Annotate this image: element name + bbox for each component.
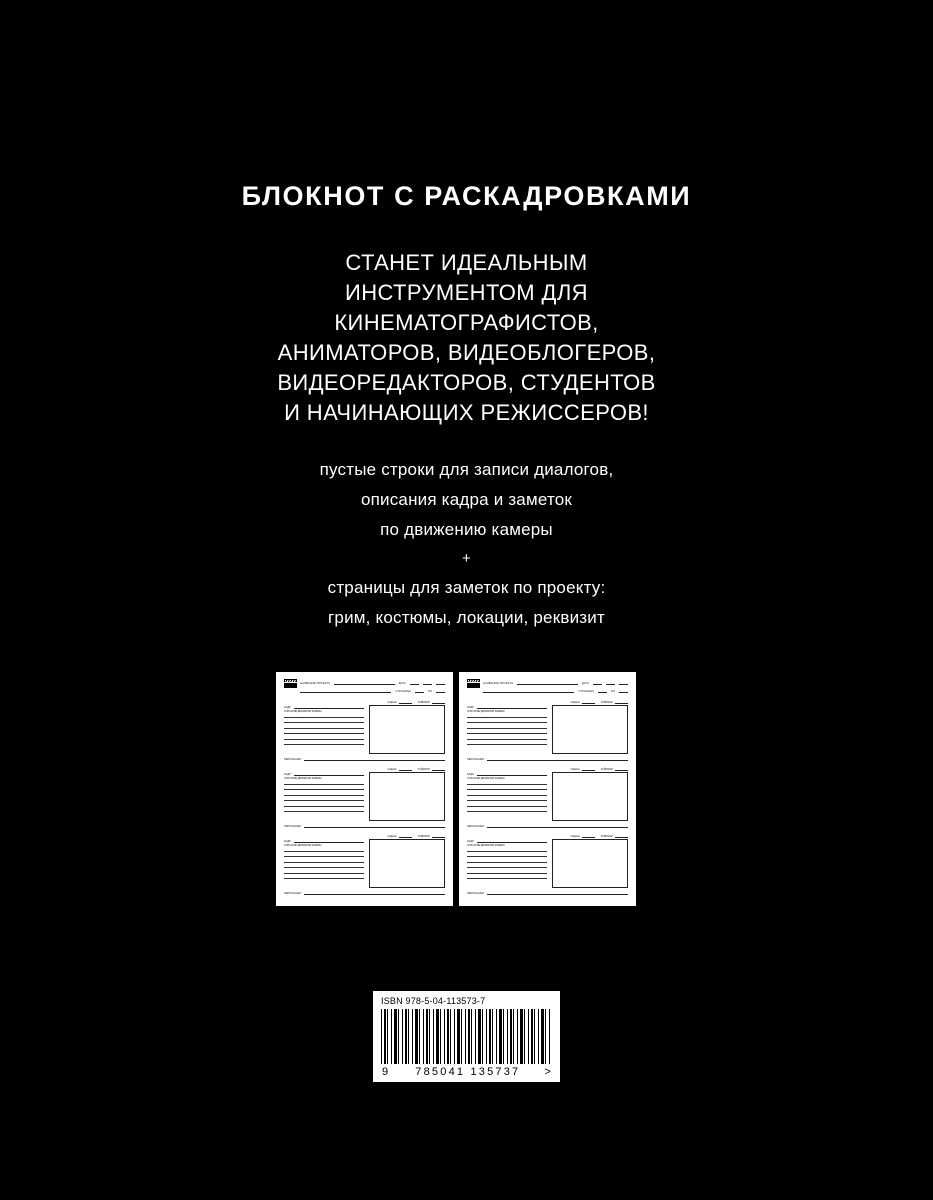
- scene-label: СЦЕНА: [570, 767, 580, 771]
- scene-row: [284, 699, 445, 704]
- scene-row: [467, 766, 628, 771]
- project-title-rule: [334, 680, 395, 685]
- writing-lines: [467, 784, 547, 812]
- barcode-bars: [381, 1009, 552, 1064]
- ean-tail-mark: >: [544, 1066, 551, 1078]
- description-block: [0, 455, 933, 633]
- characters-row: [284, 824, 445, 829]
- writing-lines: [284, 784, 364, 812]
- header-spacer-rule: [483, 688, 574, 693]
- scene-row: [284, 766, 445, 771]
- sheet-header: [284, 679, 445, 694]
- subheadline-line: ИНСТРУМЕНТОМ ДЛЯ: [345, 280, 588, 305]
- camera-hint: ОПИСАНИЕ ДВИЖЕНИЯ КАМЕРЫ: [467, 845, 505, 847]
- clapperboard-icon: [284, 679, 297, 688]
- camera-hint: ОПИСАНИЕ ДВИЖЕНИЯ КАМЕРЫ: [467, 778, 505, 780]
- storyboard-block: [284, 833, 445, 895]
- camera-hint: ОПИСАНИЕ ДВИЖЕНИЯ КАМЕРЫ: [284, 711, 322, 713]
- timing-label: ТАЙМИНГ: [417, 767, 430, 771]
- frame-label: КАДР: [284, 840, 291, 843]
- date-label: ДАТА: [581, 682, 589, 685]
- page-of-label: ИЗ: [611, 690, 615, 693]
- ean-lead-digit: 9: [382, 1066, 389, 1078]
- timing-label: ТАЙМИНГ: [600, 700, 613, 704]
- timing-label: ТАЙМИНГ: [600, 834, 613, 838]
- frame-label: КАДР: [284, 773, 291, 776]
- camera-hint: ОПИСАНИЕ ДВИЖЕНИЯ КАМЕРЫ: [284, 778, 322, 780]
- subheadline-line: АНИМАТОРОВ, ВИДЕОБЛОГЕРОВ,: [277, 340, 656, 365]
- scene-label: СЦЕНА: [570, 700, 580, 704]
- page-total-rule: [436, 688, 445, 693]
- characters-row: [284, 891, 445, 896]
- sheet-header: [467, 679, 628, 694]
- page-total-rule: [619, 688, 628, 693]
- date-label: ДАТА: [398, 682, 406, 685]
- storyboard-block: [467, 766, 628, 828]
- frame-box: [552, 772, 628, 821]
- characters-label: ПЕРСОНАЖИ: [467, 892, 484, 895]
- description-line: страницы для заметок по проекту:: [327, 578, 606, 597]
- page-number-rule: [598, 688, 607, 693]
- characters-row: [467, 891, 628, 896]
- storyboard-page-right: [459, 672, 636, 906]
- date-rule-y: [436, 680, 445, 685]
- header-spacer-rule: [300, 688, 391, 693]
- subheadline-line: СТАНЕТ ИДЕАЛЬНЫМ: [345, 250, 588, 275]
- scene-label: СЦЕНА: [387, 834, 397, 838]
- description-line: описания кадра и заметок: [360, 490, 573, 509]
- ean-digits: [381, 1066, 552, 1078]
- frame-box: [369, 705, 445, 754]
- timing-label: ТАЙМИНГ: [417, 834, 430, 838]
- frame-label: КАДР: [467, 773, 474, 776]
- characters-row: [467, 824, 628, 829]
- page-label: СТРАНИЦА: [395, 690, 412, 693]
- description-line: пустые строки для записи диалогов,: [319, 460, 614, 479]
- page-label: СТРАНИЦА: [578, 690, 595, 693]
- storyboard-block: [467, 833, 628, 895]
- subheadline-block: [0, 248, 933, 428]
- project-title-label: НАЗВАНИЕ ПРОЕКТА: [300, 682, 331, 685]
- frame-label: КАДР: [467, 706, 474, 709]
- date-rule-d: [410, 680, 419, 685]
- page-number-rule: [415, 688, 424, 693]
- subheadline-line: КИНЕМАТОГРАФИСТОВ,: [334, 310, 599, 335]
- frame-box: [369, 839, 445, 888]
- writing-lines: [467, 717, 547, 745]
- characters-label: ПЕРСОНАЖИ: [284, 758, 301, 761]
- page-title: БЛОКНОТ С РАСКАДРОВКАМИ: [241, 181, 692, 211]
- scene-label: СЦЕНА: [387, 700, 397, 704]
- page-of-label: ИЗ: [428, 690, 432, 693]
- characters-label: ПЕРСОНАЖИ: [467, 758, 484, 761]
- timing-label: ТАЙМИНГ: [417, 700, 430, 704]
- scene-label: СЦЕНА: [387, 767, 397, 771]
- characters-label: ПЕРСОНАЖИ: [467, 825, 484, 828]
- storyboard-page-left: [276, 672, 453, 906]
- writing-lines: [284, 851, 364, 879]
- storyboard-block: [467, 699, 628, 761]
- barcode-block: [373, 991, 560, 1082]
- timing-label: ТАЙМИНГ: [600, 767, 613, 771]
- isbn-text: ISBN 978-5-04-113573-7: [381, 996, 486, 1006]
- storyboard-block: [284, 699, 445, 761]
- frame-box: [552, 839, 628, 888]
- storyboard-block: [284, 766, 445, 828]
- date-rule-d: [593, 680, 602, 685]
- frame-label: КАДР: [284, 706, 291, 709]
- scene-label: СЦЕНА: [570, 834, 580, 838]
- scene-row: [284, 833, 445, 838]
- characters-row: [467, 757, 628, 762]
- characters-label: ПЕРСОНАЖИ: [284, 825, 301, 828]
- subheadline-line: И НАЧИНАЮЩИХ РЕЖИССЕРОВ!: [284, 400, 649, 425]
- date-rule-y: [619, 680, 628, 685]
- project-title-rule: [517, 680, 578, 685]
- subheadline-line: ВИДЕОРЕДАКТОРОВ, СТУДЕНТОВ: [277, 370, 656, 395]
- storyboard-spread-preview: [276, 672, 636, 906]
- characters-row: [284, 757, 445, 762]
- plus-separator: +: [462, 550, 471, 567]
- frame-box: [552, 705, 628, 754]
- date-rule-m: [606, 680, 615, 685]
- camera-hint: ОПИСАНИЕ ДВИЖЕНИЯ КАМЕРЫ: [467, 711, 505, 713]
- description-line: грим, костюмы, локации, реквизит: [328, 608, 605, 627]
- date-rule-m: [423, 680, 432, 685]
- frame-box: [369, 772, 445, 821]
- scene-row: [467, 699, 628, 704]
- clapperboard-icon: [467, 679, 480, 688]
- frame-label: КАДР: [467, 840, 474, 843]
- camera-hint: ОПИСАНИЕ ДВИЖЕНИЯ КАМЕРЫ: [284, 845, 322, 847]
- scene-row: [467, 833, 628, 838]
- description-line: по движению камеры: [380, 520, 553, 539]
- characters-label: ПЕРСОНАЖИ: [284, 892, 301, 895]
- ean-main-digits: 785041 135737: [415, 1066, 521, 1078]
- writing-lines: [284, 717, 364, 745]
- project-title-label: НАЗВАНИЕ ПРОЕКТА: [483, 682, 514, 685]
- writing-lines: [467, 851, 547, 879]
